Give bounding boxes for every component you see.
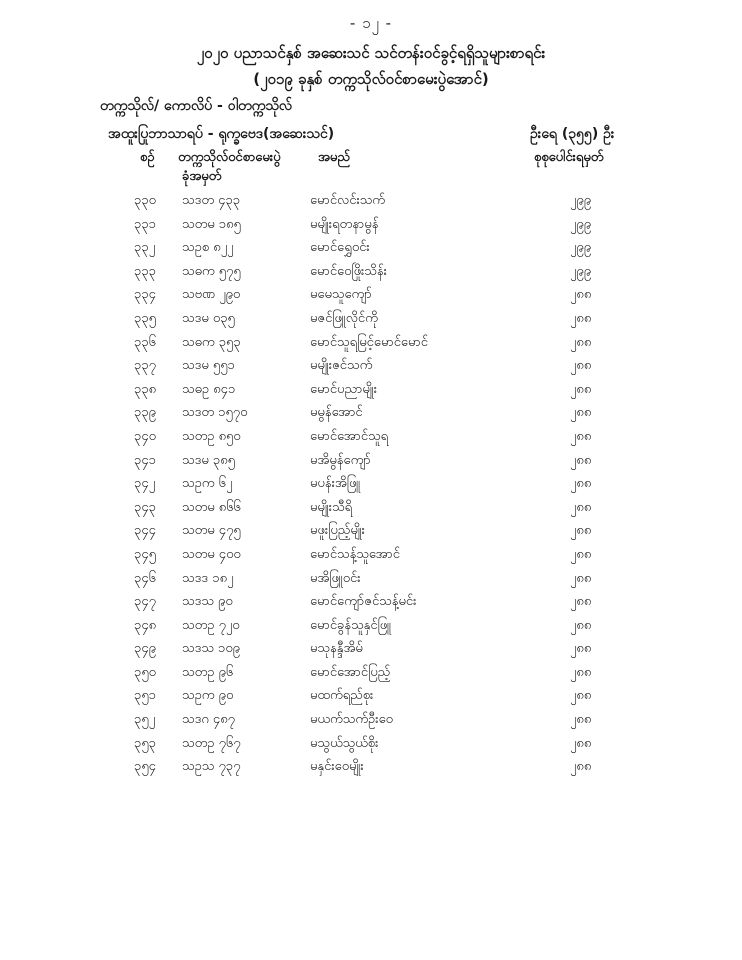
table-row [0, 404, 742, 428]
column-header-no: စဉ် [140, 150, 155, 165]
row-number: ၃၃၈ [134, 381, 157, 397]
university-line: တက္ကသိုလ်/ ကောလိပ် - ဝါတက္ကသိုလ် [100, 98, 292, 114]
student-name: မောင်ကျော်ဇင်သန့်မင်း [310, 594, 417, 610]
roll-number: သဥသ ၇၃၇ [182, 759, 241, 775]
total-marks: ၂၉၉ [570, 263, 592, 279]
category-line: အထူးပြုဘာသာရပ် - ရုက္ခဗေဒ(အဆေးသင်) [108, 126, 335, 142]
total-marks: ၂၉၉ [570, 216, 592, 232]
column-header-marks: စုစုပေါင်းရမှတ် [534, 150, 604, 165]
roll-number: သဗဏ ၂၉၀ [182, 287, 241, 303]
table-row [0, 452, 742, 476]
total-marks: ၂၈၈ [570, 594, 592, 610]
document-subtitle: (၂၀၁၉ ခုနှစ် တက္ကသိုလ်ဝင်စာမေးပွဲအောင်) [253, 70, 489, 88]
roll-number: သတမ ၄၇၅ [182, 523, 241, 539]
row-number: ၃၅၂ [134, 712, 156, 728]
table-row [0, 664, 742, 688]
table-row [0, 617, 742, 641]
row-number: ၃၅၁ [134, 688, 156, 704]
row-number: ၃၃၉ [134, 405, 156, 421]
student-name: မောင်ခွန်သူနှင်ဖြူ [310, 617, 391, 633]
student-name: မပန်းအိဖြူ [310, 476, 361, 492]
row-number: ၃၃၃ [134, 263, 156, 279]
total-marks: ၂၈၈ [570, 358, 592, 374]
row-number: ၃၄၉ [134, 641, 156, 657]
table-row [0, 758, 742, 782]
total-marks: ၂၈၈ [570, 712, 592, 728]
column-header-roll-line1: တက္ကသိုလ်ဝင်စာမေးပွဲ [178, 150, 281, 165]
student-name: မောင်ပညာမျိုး [310, 381, 378, 397]
student-name: မထက်ရည်စုး [310, 688, 374, 704]
row-number: ၃၄၆ [134, 570, 156, 586]
table-row [0, 216, 742, 240]
row-number: ၃၄၅ [134, 546, 156, 562]
row-number: ၃၄၃ [134, 499, 156, 515]
table-row [0, 192, 742, 216]
table-row [0, 239, 742, 263]
table-row [0, 499, 742, 523]
column-header-name: အမည် [318, 150, 350, 165]
roll-number: သတဥ ၇၂၀ [182, 617, 240, 633]
table-row [0, 687, 742, 711]
roll-number: သဓဥ ၈၄၁ [182, 381, 236, 397]
student-name: မမွန်အောင် [310, 405, 363, 421]
row-number: ၃၄၈ [134, 617, 157, 633]
total-marks: ၂၈၈ [570, 617, 592, 633]
row-number: ၃၃၅ [134, 310, 156, 326]
student-name: မသုနန္ဒီအိမ် [310, 641, 363, 657]
total-marks: ၂၈၈ [570, 759, 592, 775]
student-name: မမျိုးရတနာမွန် [310, 216, 379, 232]
table-row [0, 546, 742, 570]
total-marks: ၂၈၈ [570, 523, 592, 539]
page-number: - ၁၂ - [349, 14, 393, 32]
roll-number: သဒတ ၄၃၃ [182, 193, 241, 208]
roll-number: သဥစ ၈၂၂ [182, 240, 234, 256]
table-row [0, 310, 742, 334]
table-row [0, 381, 742, 405]
total-marks: ၂၈၈ [570, 570, 592, 586]
roll-number: သဒသ ၁၀၉ [182, 641, 240, 657]
student-name: မဖူးပြည့်မျိုး [310, 523, 365, 539]
student-name: မောင်ရွှေဝင်း [310, 240, 370, 256]
total-marks: ၂၈၈ [570, 641, 592, 657]
roll-number: သတဥ ၇၆၇ [182, 735, 241, 751]
student-name: မယက်သက်ဦးဝေ [310, 712, 393, 728]
roll-number: သဓက ၅၇၅ [182, 263, 241, 279]
table-row [0, 286, 742, 310]
roll-number: သတမ ၄၀၀ [182, 546, 241, 562]
student-name: မဇင်ဖြူလိုင်ကို [310, 310, 378, 326]
student-name: မောင်သန့်သူအောင် [310, 546, 400, 562]
row-number: ၃၄၇ [134, 594, 156, 610]
roll-number: သဒသ ၉၀ [182, 594, 233, 610]
total-marks: ၂၈၈ [570, 428, 592, 444]
row-number: ၃၅၄ [134, 759, 156, 775]
student-name: မောင်အောင်သူရ [310, 428, 389, 444]
table-row [0, 640, 742, 664]
column-header-roll-line2: ခုံအမှတ် [182, 169, 222, 184]
row-number: ၃၃၂ [134, 240, 156, 256]
total-marks: ၂၈၈ [570, 310, 592, 326]
table-row [0, 475, 742, 499]
row-number: ၃၅၀ [134, 664, 156, 680]
total-marks: ၂၈၈ [570, 405, 592, 421]
table-row [0, 570, 742, 594]
student-name: မောင်အောင်ပြည့် [310, 664, 391, 680]
student-name: မမျိုးဇင်သက် [310, 358, 373, 374]
row-number: ၃၃၆ [134, 334, 156, 350]
roll-number: သတမ ၁၈၅ [182, 216, 241, 232]
roll-number: သဥက ၉၀ [182, 688, 234, 704]
total-marks: ၂၉၉ [570, 240, 592, 256]
total-marks: ၂၈၈ [570, 334, 592, 350]
table-row [0, 334, 742, 358]
student-name: မအိဖြူဝင်း [310, 570, 361, 586]
roll-number: သဒမ ၅၅၁ [182, 358, 235, 374]
table-row [0, 522, 742, 546]
roll-number: သဒဒ ၁၈၂ [182, 570, 234, 586]
row-number: ၃၄၀ [134, 428, 156, 444]
table-row [0, 428, 742, 452]
student-name: မမေသူကျော် [310, 287, 372, 303]
row-number: ၃၄၁ [134, 452, 156, 468]
roll-number: သတဥ ၉၆ [182, 664, 234, 680]
total-marks: ၂၈၈ [570, 688, 592, 704]
student-list [0, 192, 742, 782]
table-row [0, 593, 742, 617]
student-count: ဦးရေ (၃၅၅) ဦး [530, 126, 615, 142]
row-number: ၃၃၁ [134, 216, 156, 232]
total-marks: ၂၈၈ [570, 452, 592, 468]
row-number: ၃၄၂ [134, 476, 156, 492]
row-number: ၃၄၄ [134, 523, 156, 539]
row-number: ၃၃၀ [134, 193, 156, 208]
table-row [0, 735, 742, 759]
roll-number: သဒဂ ၄၈၇ [182, 712, 235, 728]
total-marks: ၂၈၈ [570, 287, 592, 303]
student-name: မမျိုးသီရိ [310, 499, 353, 515]
total-marks: ၂၉၉ [570, 193, 592, 208]
student-name: မသွယ်သွယ်စိုး [310, 735, 379, 751]
roll-number: သဒမ ၃၈၅ [182, 452, 235, 468]
student-name: မောင်သူရမြင့်မောင်မောင် [310, 334, 428, 350]
student-name: မောင်လင်းသက် [310, 193, 386, 208]
roll-number: သဓက ၃၅၃ [182, 334, 241, 350]
table-row [0, 357, 742, 381]
total-marks: ၂၈၈ [570, 664, 592, 680]
total-marks: ၂၈၈ [570, 381, 592, 397]
student-name: မအိမွန်ကျော် [310, 452, 371, 468]
total-marks: ၂၈၈ [570, 735, 592, 751]
table-row [0, 711, 742, 735]
roll-number: သတမ ၈၆၆ [182, 499, 241, 515]
row-number: ၃၅၃ [134, 735, 156, 751]
total-marks: ၂၈၈ [570, 546, 592, 562]
total-marks: ၂၈၈ [570, 476, 592, 492]
row-number: ၃၃၇ [134, 358, 156, 374]
student-name: မောင်ဝေဖြိုးသိန်း [310, 263, 387, 279]
document-title: ၂၀၂၀ ပညာသင်နှစ် အဆေးသင် သင်တန်းဝင်ခွင့်ရရှိသူများစာရင်း [196, 44, 546, 62]
roll-number: သဒတ ၁၅၇၀ [182, 405, 248, 421]
roll-number: သဒမ ၀၃၅ [182, 310, 235, 326]
table-row [0, 263, 742, 287]
roll-number: သဥက ၆၂ [182, 476, 233, 492]
student-name: မနှင်းဝေမျိုး [310, 759, 364, 775]
row-number: ၃၃၄ [134, 287, 156, 303]
total-marks: ၂၈၈ [570, 499, 592, 515]
roll-number: သတဥ ၈၅၀ [182, 428, 241, 444]
